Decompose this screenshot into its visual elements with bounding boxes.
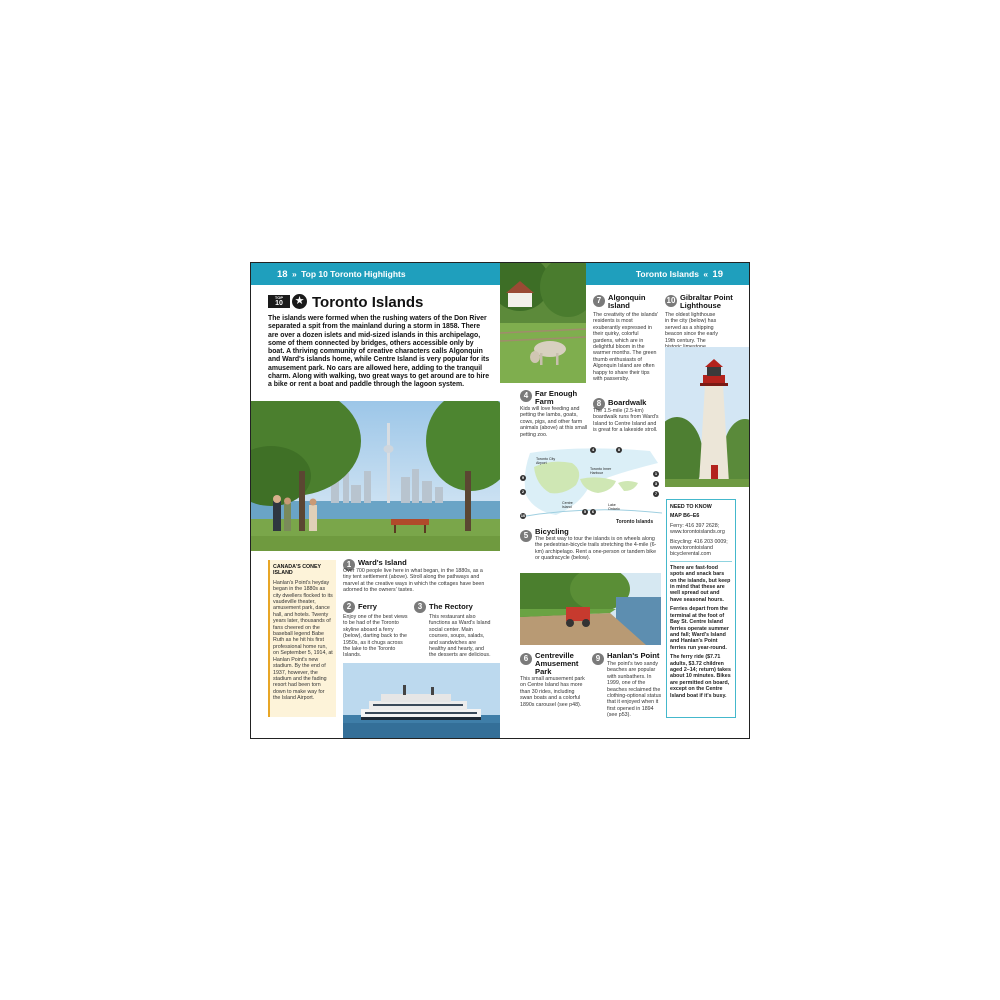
top10-logo [268, 294, 308, 310]
ferry-photo [343, 663, 500, 738]
entry-9-title: Hanlan's Point [607, 651, 660, 660]
need-to-know-box [666, 499, 736, 718]
intro-paragraph: The islands were formed when the rushing waters of the Don River separated a spit from the mainland during a storm in 1858. There are over a dozen islets and mid-sized islands in this archipelago, some of them connected by bridges, others accessible only by boat. A thriving community of creative characters calls Algonquin and Ward's islands home, while Centre Island is very popular for its amusement park. No cars are allowed here, adding to the tranquil charm. Along with walking, two great ways to get around are to hire a bike or rent a boat and paddle through the lagoon system. [268, 315, 490, 389]
map-marker: 10 [520, 513, 526, 518]
need-to-know-title: NEED TO KNOW [670, 504, 712, 510]
entry-3-body: This restaurant also functions as Ward's Island social center. Main courses, soups, salads, and sandwiches are healthy and hearty, and the desserts are delicious. [429, 614, 491, 659]
entry-1-body: Over 700 people live here in what began, in the 1880s, as a tiny tent settlement (above). Stroll along the pathways and marvel at the creative ways in which the cottages have been adorned to the owners' tastes. [343, 568, 485, 594]
entry-3-title: The Rectory [429, 602, 473, 611]
header-separator: « [703, 269, 709, 279]
lighthouse-photo [665, 347, 749, 487]
entry-2-body: Enjoy one of the best views to be had of the Toronto skyline aboard a ferry (below), darting back to the 1950s, as it chugs across the lake to the Toronto Islands. [343, 614, 408, 659]
need-to-know-tip: The ferry ride ($7.71 adults, $3.72 children aged 2–14; return) takes about 10 minutes. Bikes are permitted on board, except on the Centre Island boat if it's busy. [670, 654, 731, 699]
map-marker: 8 [617, 447, 621, 452]
need-to-know-tip: Ferries depart from the terminal at the foot of Bay St. Centre Island ferries operate summer and fall; Ward's Island and Hanlan's Point ferries run year-round. [670, 606, 729, 651]
entry-10-title: Gibraltar Point Lighthouse [680, 293, 733, 310]
map-marker: 4 [591, 447, 595, 452]
islands-map [520, 445, 662, 527]
book-spread [250, 262, 750, 739]
sidebar-title: CANADA'S CONEY ISLAND [273, 564, 321, 577]
farm-photo [500, 263, 586, 383]
map-label-lake: Lake Ontario [608, 503, 620, 511]
entry-10-body: The oldest lighthouse in the city (below) has served as a shipping beacon since the early 19th century. The [665, 312, 719, 344]
entry-8-title: Boardwalk [608, 398, 647, 407]
entry-9-number: 9 [592, 653, 604, 665]
map-label-harbour: Toronto Inner Harbour [590, 467, 612, 475]
need-to-know-bicycling: Bicycling: 416 203 0009; www.torontoisland bicyclerental.com [670, 538, 728, 558]
entry-2-title: Ferry [358, 602, 377, 611]
need-to-know-tip: There are fast-food spots and snack bars on the islands, but keep in mind that these are well spread out and have seasonal hours. [670, 564, 731, 603]
entry-6-title: Centreville Amusement Park [535, 651, 579, 676]
entry-8-body: The 1.5-mile (2.5-km) boardwalk runs from Ward's Island to Centre Island and is great for a lakeside stroll. [593, 408, 659, 434]
entry-8-number: 8 [593, 398, 605, 410]
page-title: Toronto Islands [312, 294, 424, 311]
entry-6-number: 6 [520, 653, 532, 665]
entry-10-number: 10 [666, 296, 676, 305]
entry-4-title: Far Enough Farm [535, 389, 578, 406]
entry-1-title: Ward's Island [358, 558, 407, 567]
right-header-section: Toronto Islands [635, 269, 699, 279]
left-page [251, 263, 500, 738]
map-marker: 1 [654, 471, 658, 476]
star-icon: ★ [292, 294, 307, 309]
right-page-number: 19 [712, 269, 723, 280]
entry-7-title: Algonquin Island [608, 293, 646, 310]
entry-5-body: The best way to tour the islands is on wheels along the pedestrian-bicycle trails stretching the 4-mile (6-km) archipelago. Rent a one-person or tandem bike or quadracycle (below). [535, 536, 657, 562]
map-label-airport: Toronto City Airport [536, 457, 556, 465]
map-label-centre: Centre Island [562, 501, 573, 509]
map-marker: 6 [591, 509, 595, 514]
left-page-number: 18 [277, 269, 288, 280]
divider [670, 561, 732, 562]
header-separator: » [291, 269, 297, 279]
top10-logo-box: TOP 10 [268, 295, 290, 308]
sidebar-body: Hanlan's Point's heyday began in the 1880s as city dwellers flocked to its vaudeville theater, amusement park, dance hall, and hotels. Twenty years later, thousands of fans cheered on the baseball legend Babe Ruth as he hit his first professional home run, on September 5, 1914, at Hanlan Point's new stadium. By the end of 1937, however, the stadium and the fading resort had been torn down to make way for the Island Airport. [273, 579, 333, 702]
entry-1-number: 1 [343, 559, 355, 571]
map-marker: 5 [583, 509, 587, 514]
need-to-know-map-ref: MAP B6–E6 [670, 513, 700, 520]
entry-7-number: 7 [593, 295, 605, 307]
left-header-section: Top 10 Toronto Highlights [301, 269, 406, 279]
map-marker: 3 [654, 481, 658, 486]
bicycling-photo [520, 573, 661, 645]
entry-6-body: This small amusement park on Centre Island has more than 30 rides, including swan boats and a colorful 1890s carousel (see p48). [520, 676, 585, 708]
map-caption: Toronto Islands [616, 519, 654, 525]
map-marker: 7 [654, 491, 658, 496]
entry-4-number: 4 [520, 390, 532, 402]
entry-5-title: Bicycling [535, 527, 569, 536]
entry-3-number: 3 [414, 601, 426, 613]
left-page-header [251, 263, 500, 285]
entry-7-body: The creativity of the islands' residents is most exuberantly expressed in their quirky, colorful gardens, which are in delightful bloom in the warmer months. The green thumb enthusiasts of Algonquin Island are often happy to share their tips with passersby. [593, 312, 659, 383]
need-to-know-ferry: Ferry: 416 397 2628; www.torontoislands.org [670, 522, 725, 536]
entry-9-body: The point's two sandy beaches are popular with sunbathers. In 1999, one of the beaches reclaimed the clothing-optional status that it enjoyed when it first opened in 1894 (see p53). [607, 661, 662, 719]
right-page-header [586, 263, 749, 285]
map-marker: 2 [521, 489, 525, 494]
skyline-photo [251, 401, 500, 551]
coney-island-sidebar [268, 560, 336, 717]
map-marker: 9 [521, 475, 525, 480]
entry-5-number: 5 [520, 530, 532, 542]
entry-2-number: 2 [343, 601, 355, 613]
entry-4-body: Kids will love feeding and petting the lambs, goats, cows, pigs, and other farm animals (above) at this small petting zoo. [520, 406, 588, 438]
right-page [500, 263, 749, 738]
